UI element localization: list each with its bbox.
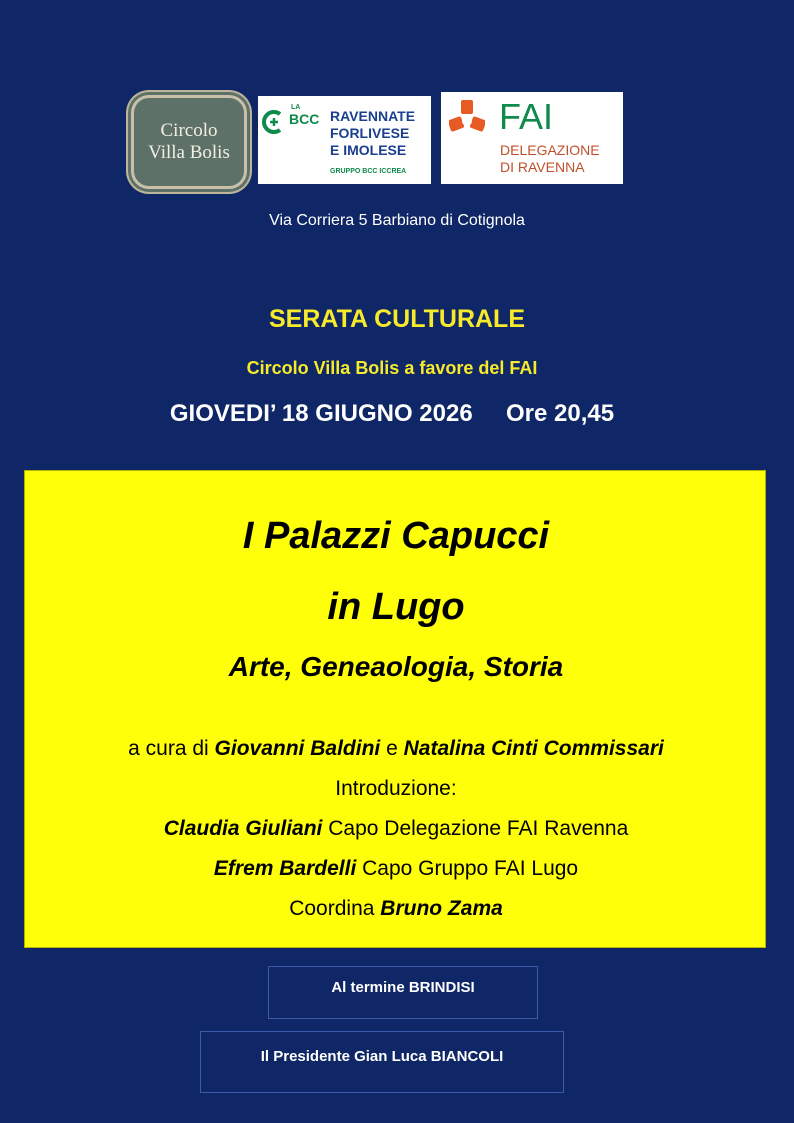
moderator-line (25, 897, 767, 921)
bcc-line2: FORLIVESE (330, 125, 410, 141)
speaker-1: Giovanni Baldini (214, 737, 381, 760)
event-date: GIOVEDI’ 18 GIUGNO 2026 (169, 400, 473, 427)
bcc-group: GRUPPO BCC ICCREA (330, 168, 407, 175)
toast-box (268, 966, 538, 1019)
conjunction: e (386, 737, 398, 760)
curated-by-line (25, 737, 767, 761)
intro1-role: Capo Delegazione FAI Ravenna (328, 817, 629, 840)
fai-line2: DI RAVENNA (500, 159, 585, 175)
intro-line-2 (25, 857, 767, 881)
speaker-2: Natalina Cinti Commissari (403, 737, 664, 760)
moderator-label: Coordina (289, 897, 375, 920)
intro1-name: Claudia Giuliani (163, 817, 323, 840)
event-subheading: Circolo Villa Bolis a favore del FAI (246, 358, 538, 378)
curated-prefix: a cura di (128, 737, 209, 760)
event-time: Ore 20,45 (506, 400, 615, 427)
talk-title-line2: in Lugo (327, 586, 465, 628)
bcc-brand: BCC (289, 111, 320, 127)
president-text: Il Presidente Gian Luca BIANCOLI (260, 1047, 504, 1065)
fai-brand: FAI (499, 96, 554, 137)
talk-subtitle: Arte, Geneaologia, Storia (228, 651, 564, 682)
toast-text: Al termine BRINDISI (331, 979, 475, 996)
moderator-name: Bruno Zama (380, 897, 503, 920)
event-datetime (0, 400, 784, 428)
talk-title-line1: I Palazzi Capucci (242, 515, 550, 557)
fai-logo (441, 92, 623, 184)
intro-label: Introduzione: (335, 777, 457, 800)
intro2-name: Efrem Bardelli (213, 857, 357, 880)
bcc-line1: RAVENNATE (330, 108, 416, 124)
circolo-logo-line2: Villa Bolis (148, 142, 230, 163)
fai-mark-icon (449, 100, 485, 138)
bcc-prefix: LA (291, 104, 301, 111)
address: Via Corriera 5 Barbiano di Cotignola (269, 212, 525, 229)
bcc-logo (258, 96, 431, 184)
talk-panel (24, 470, 766, 948)
president-box (200, 1031, 564, 1093)
event-heading: SERATA CULTURALE (269, 305, 525, 333)
intro2-role: Capo Gruppo FAI Lugo (362, 857, 579, 880)
circolo-villa-bolis-logo (131, 95, 247, 189)
fai-line1: DELEGAZIONE (500, 142, 600, 158)
intro-line-1 (25, 817, 767, 841)
circolo-logo-line1: Circolo (160, 120, 218, 141)
bcc-line3: E IMOLESE (330, 142, 407, 158)
